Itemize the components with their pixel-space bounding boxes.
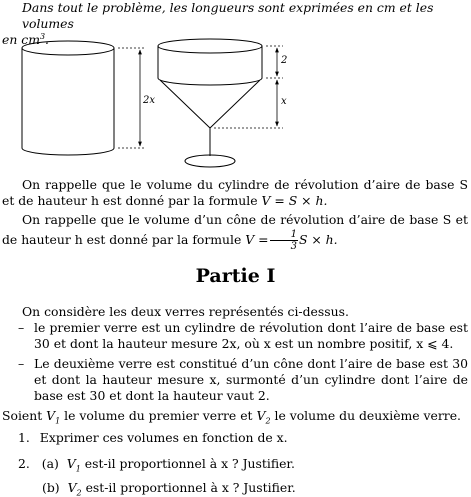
label-2x: 2x (143, 95, 156, 106)
cylinder-formula: V = S × h. (261, 193, 328, 208)
intro-line-2: en $cm^3$. (2, 31, 49, 47)
dash-marker: – (18, 320, 25, 335)
list-item-first-glass: – le premier verre est un cylindre de révolution dont l’aire de base est 30 et dont la hauteur mesure 2x, où x est un nombre positif, x ⩽ 4. (18, 320, 468, 351)
one-third-fraction: $\frac{1}{3}$ (270, 229, 298, 252)
cylinder-glass (22, 41, 114, 155)
cone-glass-dimensions (214, 46, 283, 128)
cone-formula: V = $\frac{1}{3}$ S × h. (245, 229, 338, 252)
dash-marker: – (18, 356, 25, 371)
question-2a: 2. (a) $V_1$ est-il proportionnel à x ? Justifier. (18, 456, 295, 474)
recall-cylinder-paragraph: On rappelle que le volume du cylindre de révolution d’aire de base S et de hauteur h est donné par la formule V = S × h. (2, 177, 468, 208)
section-title: Partie I (195, 265, 276, 287)
soient-sentence: Soient $V_1$ le volume du premier verre et $V_2$ le volume du deuxième verre. (2, 408, 461, 426)
cone-glass (158, 39, 262, 167)
consider-sentence: On considère les deux verres représentés ci-dessus. (22, 304, 349, 319)
label-x: x (281, 96, 287, 107)
question-1: 1. Exprimer ces volumes en fonction de x. (18, 430, 288, 445)
recall-cone-paragraph: On rappelle que le volume d’un cône de révolution d’aire de base S et de hauteur h est donné par la formule V = $\frac{1}{3}$ S × h. (2, 212, 468, 252)
list-item-second-glass: – Le deuxième verre est constitué d’un cône dont l’aire de base est 30 et dont la hauteur mesure x, surmonté d’un cylindre dont l’aire de base est 30 et dont la hauteur vaut 2. (18, 356, 468, 403)
cylinder-height-dimension (118, 48, 146, 148)
intro-line-1: Dans tout le problème, les longueurs sont exprimées en cm et les volumes (22, 0, 434, 31)
question-2b: (b) $V_2$ est-il proportionnel à x ? Justifier. (42, 480, 296, 497)
label-2: 2 (281, 55, 288, 66)
